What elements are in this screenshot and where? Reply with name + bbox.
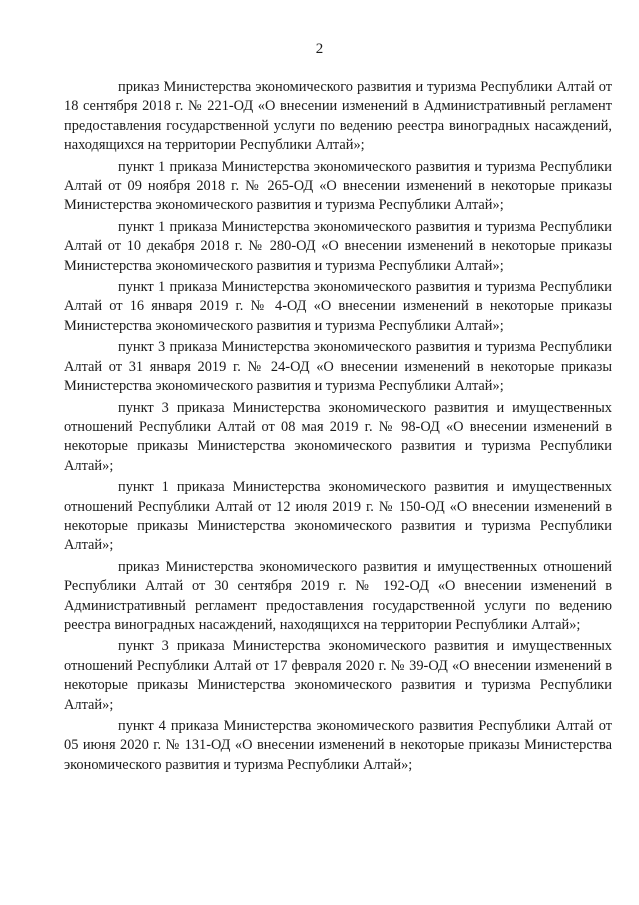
- document-body: [64, 78, 612, 777]
- paragraph-5: пункт 3 приказа Министерства экономического развития и туризма Республики Алтай от 31 января 2019 г. № 24-ОД «О внесении изменений в некоторые приказы Министерства экономического развития и туризма Республики Алтай»;: [64, 339, 612, 395]
- paragraph-2: пункт 1 приказа Министерства экономического развития и туризма Республики Алтай от 09 ноября 2018 г. № 265-ОД «О внесении изменений в некоторые приказы Министерства экономического развития и туризма Республики Алтай»;: [64, 158, 612, 214]
- page-number: 2: [315, 41, 324, 57]
- paragraph-7: пункт 1 приказа Министерства экономического развития и имущественных отношений Республики Алтай от 12 июля 2019 г. № 150-ОД «О внесении изменений в некоторые приказы Министерства экономического развития и туризма Республики Алтай»;: [64, 479, 612, 554]
- paragraph-1: приказ Министерства экономического развития и туризма Республики Алтай от 18 сентября 2018 г. № 221-ОД «О внесении изменений в Административный регламент предоставления государственной услуги по ведению реестра виноградных насаждений, находящихся на территории Республики Алтай»;: [64, 79, 612, 154]
- paragraph-10: пункт 4 приказа Министерства экономического развития Республики Алтай от 05 июня 2020 г. № 131-ОД «О внесении изменений в некоторые приказы Министерства экономического развития и туризма Республики Алтай»;: [64, 718, 612, 773]
- paragraph-8: приказ Министерства экономического развития и имущественных отношений Республики Алтай от 30 сентября 2019 г. № 192-ОД «О внесении изменений в Административный регламент предоставления государственной услуги по ведению реестра виноградных насаждений, находящихся на территории Республики Алтай»;: [64, 558, 612, 633]
- paragraph-9: пункт 3 приказа Министерства экономического развития и имущественных отношений Республики Алтай от 17 февраля 2020 г. № 39-ОД «О внесении изменений в некоторые приказы Министерства экономического развития и туризма Республики Алтай»;: [64, 638, 612, 713]
- paragraph-3: пункт 1 приказа Министерства экономического развития и туризма Республики Алтай от 10 декабря 2018 г. № 280-ОД «О внесении изменений в некоторые приказы Министерства экономического развития и туризма Республики Алтай»;: [64, 218, 612, 274]
- paragraph-6: пункт 3 приказа Министерства экономического развития и имущественных отношений Республики Алтай от 08 мая 2019 г. № 98-ОД «О внесении изменений в некоторые приказы Министерства экономического развития и туризма Республики Алтай»;: [64, 399, 612, 474]
- paragraph-4: пункт 1 приказа Министерства экономического развития и туризма Республики Алтай от 16 января 2019 г. № 4-ОД «О внесении изменений в некоторые приказы Министерства экономического развития и туризма Республики Алтай»;: [64, 279, 612, 334]
